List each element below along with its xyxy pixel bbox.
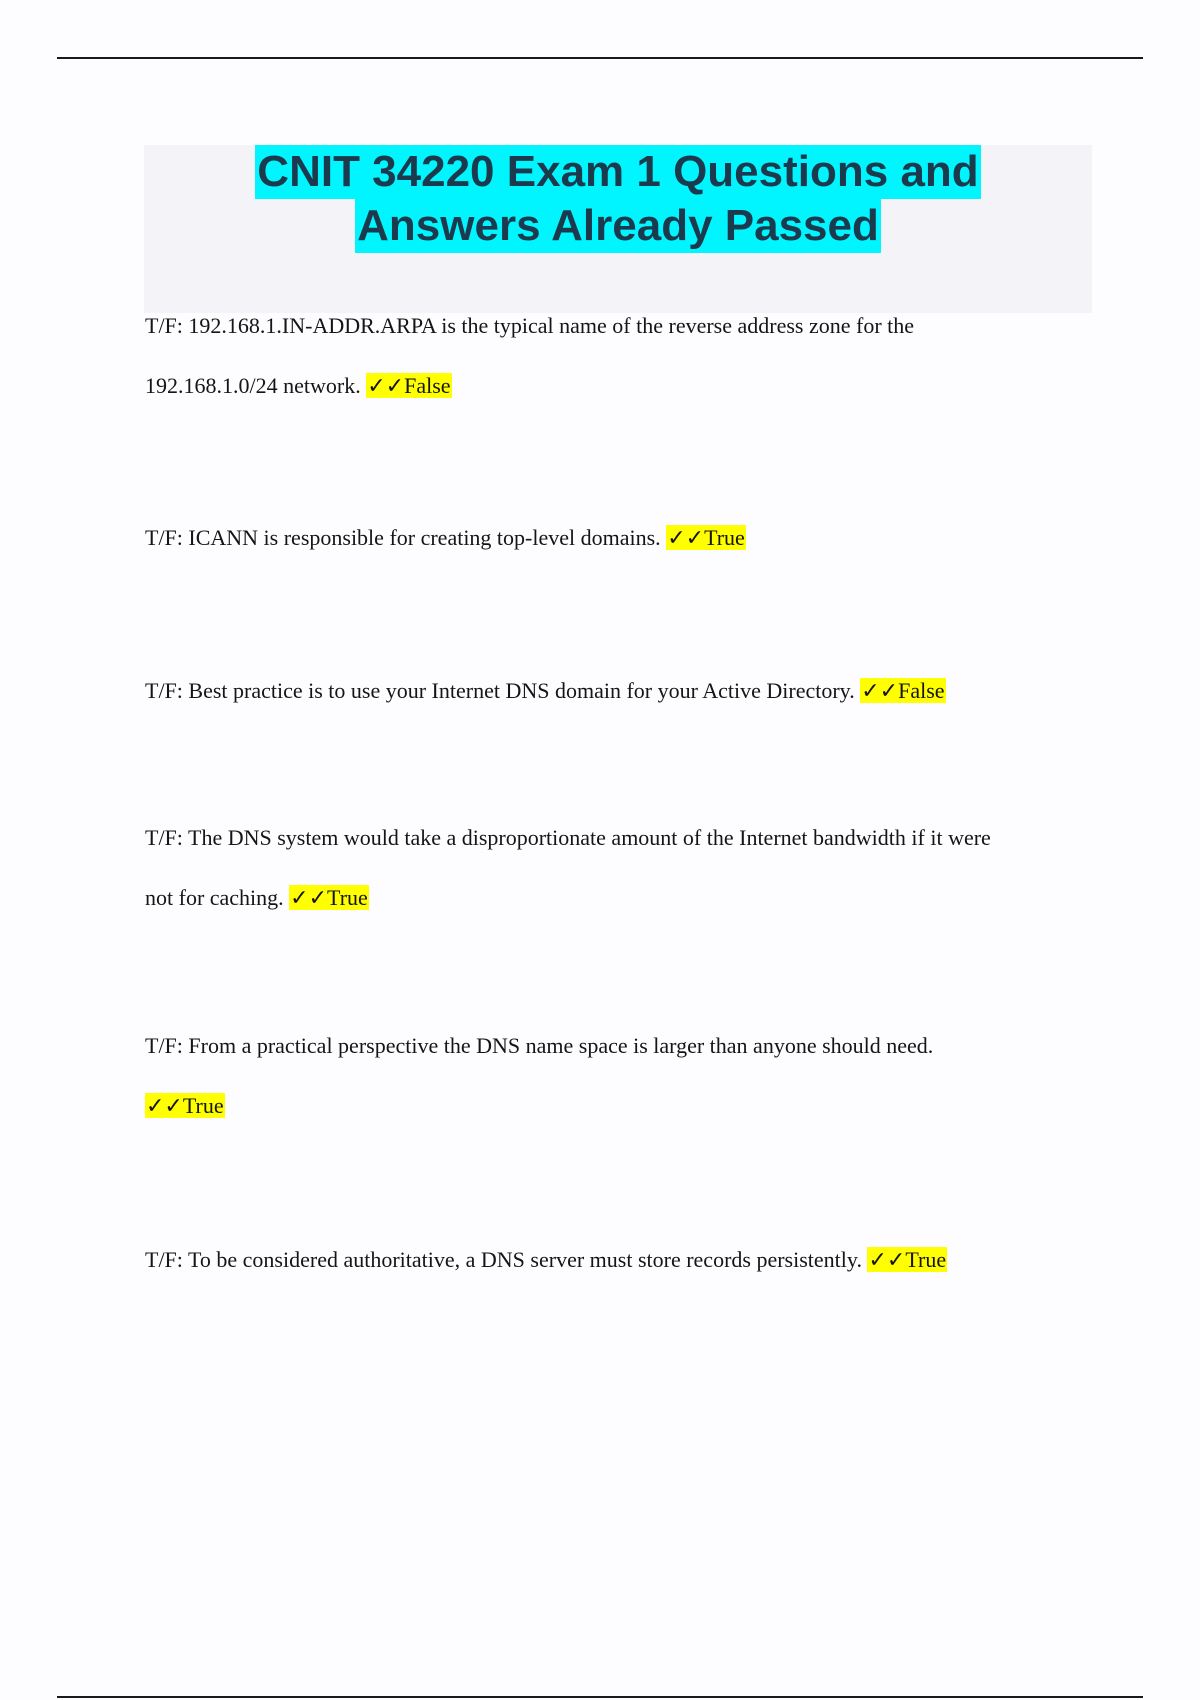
question-text-continued: not for caching. <box>145 885 284 910</box>
question-text: T/F: The DNS system would take a disproportionate amount of the Internet bandwidth if it were <box>145 825 991 850</box>
answer-text: True <box>182 1093 224 1118</box>
document-title-line-2: Answers Already Passed <box>355 199 881 253</box>
question-text: T/F: From a practical perspective the DNS name space is larger than anyone should need. <box>145 1033 934 1058</box>
question-text: T/F: To be considered authoritative, a DNS server must store records persistently. <box>145 1247 862 1272</box>
check-marks-icon: ✓✓ <box>667 526 705 551</box>
check-marks-icon: ✓✓ <box>868 1248 906 1273</box>
title-block <box>144 145 1092 313</box>
question-item-5 <box>145 1016 1085 1137</box>
answer-text: True <box>704 525 745 550</box>
question-item-3 <box>145 661 1085 722</box>
question-text-continued: 192.168.1.0/24 network. <box>145 373 361 398</box>
check-marks-icon: ✓✓ <box>290 886 328 911</box>
question-text: T/F: 192.168.1.IN-ADDR.ARPA is the typical name of the reverse address zone for the <box>145 313 915 338</box>
answer-highlight <box>366 373 451 398</box>
footer-rule <box>57 1696 1143 1698</box>
check-marks-icon: ✓✓ <box>861 679 899 704</box>
question-item-4 <box>145 808 1085 929</box>
answer-highlight <box>860 678 945 703</box>
question-item-6 <box>145 1230 1085 1291</box>
check-marks-icon: ✓✓ <box>367 374 405 399</box>
question-text: T/F: Best practice is to use your Internet DNS domain for your Active Directory. <box>145 678 855 703</box>
document-title-line-1: CNIT 34220 Exam 1 Questions and <box>255 145 980 199</box>
answer-text: True <box>905 1247 947 1272</box>
header-rule <box>57 57 1143 59</box>
answer-highlight <box>867 1247 947 1272</box>
answer-text: False <box>898 678 945 703</box>
answer-highlight <box>289 885 369 910</box>
answer-highlight <box>145 1093 225 1118</box>
answer-highlight <box>666 525 746 550</box>
answer-text: True <box>327 885 368 910</box>
question-item-1 <box>145 296 1085 417</box>
question-item-2 <box>145 508 1085 569</box>
check-marks-icon: ✓✓ <box>146 1094 183 1119</box>
answer-text: False <box>404 373 451 398</box>
question-text: T/F: ICANN is responsible for creating top-level domains. <box>145 525 661 550</box>
